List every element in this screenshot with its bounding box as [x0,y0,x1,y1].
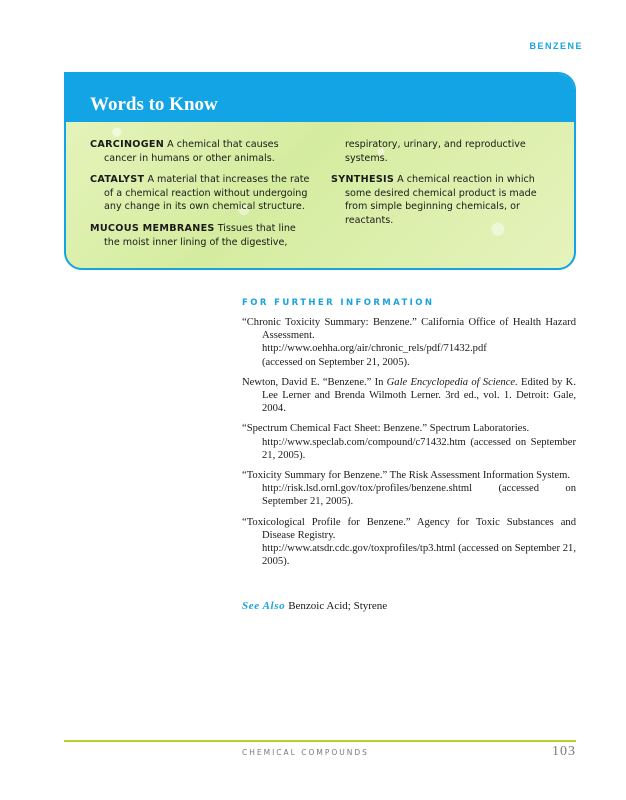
term-word: CARCINOGEN [90,139,165,150]
reference-url[interactable]: http://www.atsdr.cdc.gov/toxprofiles/tp3.html (accessed on September 21, 2005). [262,543,576,568]
term-mucous-membranes [90,222,313,249]
reference-item [242,469,576,509]
reference-list [242,316,576,575]
reference-text: “Chronic Toxicity Summary: Benzene.” California Office of Health Hazard Assessment. [242,317,576,342]
reference-url[interactable]: http://risk.lsd.ornl.gov/tox/profiles/benzene.shtml (accessed on September 21, 2005). [262,483,576,508]
see-also-links[interactable]: Benzoic Acid; Styrene [288,600,388,612]
reference-url[interactable]: http://www.speclab.com/compound/c71432.htm (accessed on September 21, 2005). [262,436,576,461]
words-to-know-box [64,72,576,270]
reference-text: “Spectrum Chemical Fact Sheet: Benzene.” Spectrum Laboratories. [242,423,530,435]
term-catalyst [90,173,313,214]
reference-item [242,422,576,462]
footer-title: CHEMICAL COMPOUNDS [242,748,369,757]
footer-rule [64,740,576,742]
reference-item [242,516,576,569]
see-also [242,600,387,612]
term-word: SYNTHESIS [331,174,395,186]
reference-text: Newton, David E. “Benzene.” In [242,376,387,388]
words-to-know-header [66,74,574,122]
reference-item [242,376,576,416]
reference-source: Gale Encyclopedia of Science. [386,376,518,388]
see-also-label: See Also [242,600,286,612]
reference-text: Edited by K. Lee Lerner and Brenda Wilmoth Lerner. 3rd ed., vol. 1. Detroit: Gale, 2004. [262,376,576,415]
words-right-column [331,138,554,257]
term-definition: A material that increases the rate of a chemical reaction without undergoing any change in its own chemical structure. [104,174,310,213]
term-carcinogen [90,138,313,165]
further-information-heading: FOR FURTHER INFORMATION [242,298,435,308]
term-synthesis [331,173,554,227]
running-head: BENZENE [529,41,583,51]
term-definition: Tissues that line the moist inner lining of the digestive, [104,222,296,248]
reference-text: “Toxicological Profile for Benzene.” Agency for Toxic Substances and Disease Registry. [242,516,576,541]
reference-access: (accessed on September 21, 2005). [262,356,410,368]
term-definition: A chemical reaction in which some desired chemical product is made from simple beginning chemicals, or reactants. [345,174,537,226]
words-to-know-columns [90,138,554,257]
term-word: MUCOUS MEMBRANES [90,222,215,234]
term-definition: A chemical that causes cancer in humans or other animals. [104,139,279,164]
term-word: CATALYST [90,174,145,186]
words-to-know-title: Words to Know [90,94,218,115]
reference-text: “Toxicity Summary for Benzene.” The Risk Assessment Information System. [242,470,571,482]
page-number: 103 [552,744,576,759]
reference-item [242,316,576,369]
words-left-column [90,138,313,257]
term-continuation: respiratory, urinary, and reproductive systems. [345,139,526,164]
reference-url[interactable]: http://www.oehha.org/air/chronic_rels/pdf/71432.pdf [262,343,487,355]
